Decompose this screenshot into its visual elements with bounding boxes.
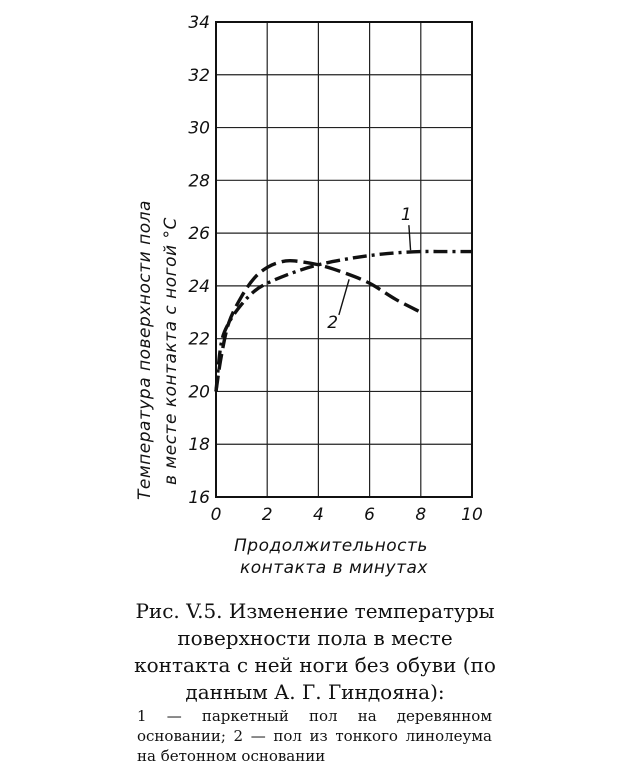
y-tick-label: 24	[188, 276, 210, 297]
y-tick-label: 32	[188, 65, 210, 86]
curve-label-2: 2	[327, 313, 339, 334]
series-line-1	[216, 251, 472, 391]
y-tick-label: 18	[188, 435, 210, 456]
y-axis-title-line1: Температура поверхности пола	[135, 200, 155, 500]
grid	[216, 22, 472, 497]
y-tick-label: 22	[188, 329, 210, 350]
y-tick-label: 26	[188, 224, 210, 245]
x-axis-title-line1: Продолжительность	[234, 536, 428, 556]
series	[216, 251, 472, 391]
y-tick-label: 20	[188, 382, 210, 403]
y-tick-label: 16	[188, 488, 210, 508]
x-tick-label: 0	[210, 505, 222, 525]
y-tick-label: 34	[188, 13, 210, 33]
curve-label-1-leader	[409, 225, 411, 250]
y-axis-title-line2: в месте контакта с ногой °С	[161, 217, 181, 485]
x-tick-label: 6	[364, 505, 376, 525]
plot-frame	[216, 22, 472, 497]
curve-label-2-leader	[339, 279, 349, 315]
figure-legend-note: 1 — паркетный пол на деревянном основании; 2 — пол из тонкого линолеума на бетонном основании	[137, 707, 492, 765]
x-tick-label: 10	[461, 505, 483, 525]
y-tick-label: 28	[188, 171, 210, 192]
x-tick-label: 8	[415, 505, 427, 525]
x-axis-title-line2: контакта в минутах	[240, 558, 428, 578]
x-tick-label: 2	[261, 505, 273, 525]
figure-caption: Рис. V.5. Изменение температуры поверхности пола в месте контакта с ней ноги без обуви (по данным А. Г. Гиндояна):	[134, 599, 496, 704]
curve-label-1: 1	[400, 204, 412, 225]
y-tick-label: 30	[188, 118, 210, 139]
x-tick-label: 4	[312, 505, 324, 525]
